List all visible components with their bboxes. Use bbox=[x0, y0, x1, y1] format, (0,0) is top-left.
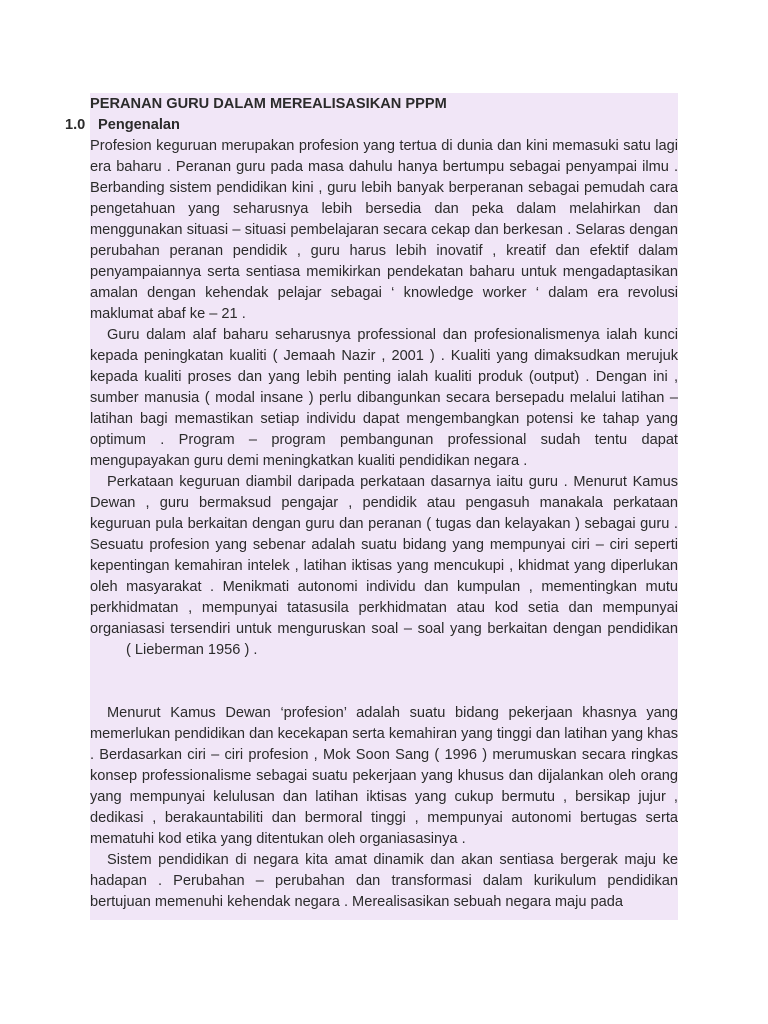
paragraph-2: Guru dalam alaf baharu seharusnya professional dan profesionalismenya ialah kunci kepada peningkatan kualiti ( Jemaah Nazir , 2001 ) . Kualiti yang dimaksudkan merujuk kepada kualiti proses dan yang lebih penting ialah kualiti produk (output) . Dengan ini , sumber manusia ( modal insane ) perlu dibangunkan secara bersepadu melalui latihan – latihan bagi memastikan setiap individu dapat mengembangkan potensi ke tahap yang optimum . Program – program pembangunan professional sudah tentu dapat mengupayakan guru demi meningkatkan kualiti pendidikan negara . bbox=[90, 327, 678, 469]
paragraph-5: Sistem pendidikan di negara kita amat dinamik dan akan sentiasa bergerak maju ke hadapan . Perubahan – perubahan dan transformasi dalam kurikulum pendidikan bertujuan memenuhi kehendak negara . Merealisasikan sebuah negara maju pada bbox=[90, 852, 678, 910]
section-heading bbox=[65, 115, 678, 136]
paragraph-3 bbox=[90, 472, 678, 661]
section-number: 1.0 bbox=[65, 117, 86, 133]
paragraph-1: Profesion keguruan merupakan profesion yang tertua di dunia dan kini memasuki satu lagi era baharu . Peranan guru pada masa dahulu hanya bertumpu sebagai penyampai ilmu . Berbanding sistem pendidikan kini , guru lebih banyak berperanan sebagai pemudah cara pengetahuan yang seharusnya lebih bersedia dan peka dalam melahirkan dan menggunakan situasi – situasi pembelajaran secara cekap dan berkesan . Selaras dengan perubahan peranan pendidik , guru harus lebih inovatif , kreatif dan efektif dalam penyampaiannya serta sentiasa memikirkan pendekatan baharu untuk mengadaptasikan amalan dengan kehendak pelajar sebagai ‘ knowledge worker ‘ dalam era revolusi maklumat abaf ke – 21 . bbox=[90, 138, 678, 322]
section-title: Pengenalan bbox=[98, 117, 180, 133]
document-body bbox=[65, 94, 678, 913]
paragraph-3-text: Perkataan keguruan diambil daripada perkataan dasarnya iaitu guru . Menurut Kamus Dewan , guru bermaksud pengajar , pendidik atau pengasuh manakala perkataan keguruan pula berkaitan dengan guru dan peranan ( tugas dan kelayakan ) sebagai guru . Sesuatu profesion yang sebenar adalah suatu bidang yang mempunyai ciri – ciri seperti kepentingan kemahiran intelek , latihan iktisas yang mencukupi , khidmat yang diperlukan oleh masyarakat . Menikmati autonomi individu dan kumpulan , mementingkan mutu perkhidmatan , mempunyai tatasusila perkhidmatan atau kod setia dan mempunyai organiasasi tersendiri untuk menguruskan soal – soal yang berkaitan dengan pendidikan bbox=[90, 474, 678, 637]
blank-lines bbox=[90, 661, 678, 703]
citation: ( Lieberman 1956 ) . bbox=[126, 642, 258, 658]
document-title: PERANAN GURU DALAM MEREALISASIKAN PPPM bbox=[90, 96, 447, 112]
paragraph-4: Menurut Kamus Dewan ‘profesion’ adalah suatu bidang pekerjaan khasnya yang memerlukan pendidikan dan kecekapan serta kemahiran yang tinggi dan latihan yang khas . Berdasarkan ciri – ciri profesion , Mok Soon Sang ( 1996 ) merumuskan secara ringkas konsep professionalisme sebagai suatu pekerjaan yang khusus dan dijalankan oleh orang yang mempunyai kelulusan dan latihan iktisas yang cukup bermutu , bersikap jujur , dedikasi , berakauntabiliti dan bermoral tinggi , mempunyai autonomi bertugas serta mematuhi kod etika yang ditentukan oleh organiasasinya . bbox=[90, 705, 678, 847]
